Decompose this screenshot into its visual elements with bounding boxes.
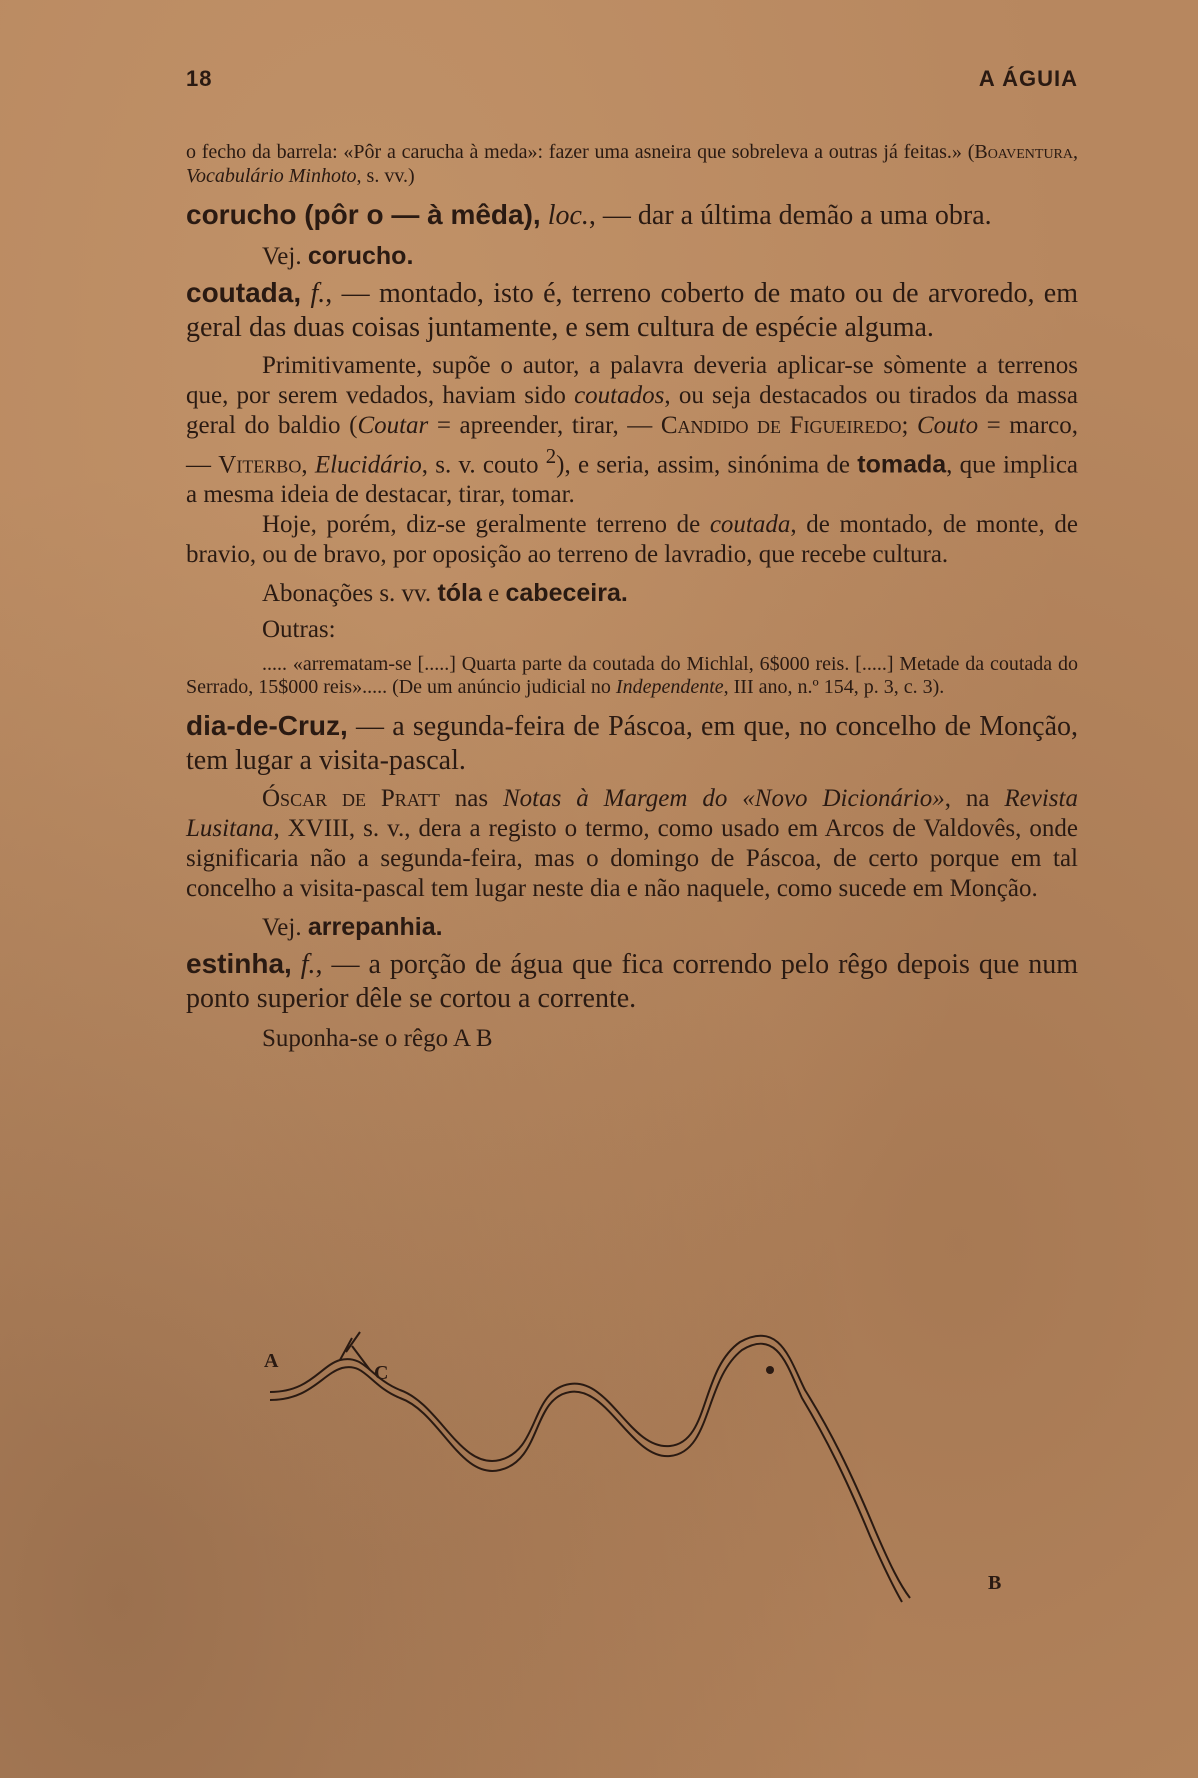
continuation-paragraph: o fecho da barrela: «Pôr a carucha à meda»: fazer uma asneira que sobreleva a outras já feitas.» (Boaventura, Vocabulário Minhoto, s. vv.) [186, 141, 1078, 187]
label-b: B [988, 1572, 1002, 1594]
channel-diagram [250, 1320, 1010, 1610]
quotation: ..... «arrematam-se [.....] Quarta parte da coutada do Michlal, 6$000 reis. [.....] Metade da coutada do Serrado, 15$000 reis»..... (De um anúncio judicial no Independente, III ano, n.º 154, p. 3, c. 3). [186, 653, 1078, 699]
entry-corucho: corucho (pôr o — à mêda), loc., — dar a última demão a uma obra. [186, 199, 992, 231]
see-also: Vej. arrepanhia. [262, 913, 443, 942]
headword: corucho (pôr o — à mêda), [186, 199, 541, 230]
body-text [186, 140, 1078, 1058]
headword: dia-de-Cruz, [186, 710, 348, 742]
coutada-paragraph-2: Hoje, porém, diz-se geralmente terreno de coutada, de montado, de monte, de bravio, ou de bravo, por oposição ao terreno de lavradio, que recebe cultura. [186, 511, 1079, 569]
outras-label: Outras: [262, 616, 336, 644]
headword: estinha, [186, 948, 292, 980]
entry-coutada: coutada, f., — montado, isto é, terreno coberto de mato ou de arvoredo, em geral das duas coisas juntamente, e sem cultura de espécie alguma. [186, 277, 1078, 343]
entry-dia-de-cruz: dia-de-Cruz, — a segunda-feira de Páscoa, em que, no concelho de Monção, tem lugar a visita-pascal. [186, 710, 1078, 777]
journal-title: A ÁGUIA [978, 66, 1078, 91]
label-a: A [264, 1350, 279, 1372]
page-number: 18 [186, 66, 213, 91]
label-c: C [374, 1362, 389, 1384]
coutada-paragraph-1: Primitivamente, supõe o autor, a palavra deveria aplicar-se sòmente a terrenos que, por serem vedados, haviam sido coutados, ou seja destacados ou tirados da massa geral do baldio (Coutar = apreender, tirar, — Candido de Figueiredo; Couto = marco, — Viterbo, Elucidário, s. v. couto $^2$), e seria, assim, sinónima de tomada, que implica a mesma ideia de destacar, tirar, tomar. [186, 352, 1079, 509]
dia-de-cruz-paragraph: Óscar de Pratt nas Notas à Margem do «Novo Dicionário», na Revista Lusitana, XVIII, s. v., dera a registo o termo, como usado em Arcos de Valdovês, onde significaria não a segunda-feira, mas o domingo de Páscoa, de certo porque em tal concelho a visita-pascal tem lugar neste dia e não naquele, como sucede em Monção. [186, 785, 1078, 903]
channel-figure [250, 1320, 1010, 1610]
work-title: Vocabulário Minhoto [186, 165, 357, 187]
branch-mark [340, 1332, 370, 1370]
headword: coutada, [186, 277, 302, 308]
suponha-line: Suponha-se o rêgo A B [262, 1025, 493, 1053]
entry-estinha: estinha, f., — a porção de água que fica correndo pelo rêgo depois que num ponto superior dêle se cortou a corrente. [186, 948, 1078, 1015]
point-mark [766, 1366, 774, 1374]
author-name: Boaventura [974, 141, 1073, 163]
channel-inner-bank [270, 1344, 902, 1602]
abonacoes: Abonações s. vv. tóla e cabeceira. [262, 579, 628, 608]
see-also: Vej. corucho. [262, 242, 414, 270]
